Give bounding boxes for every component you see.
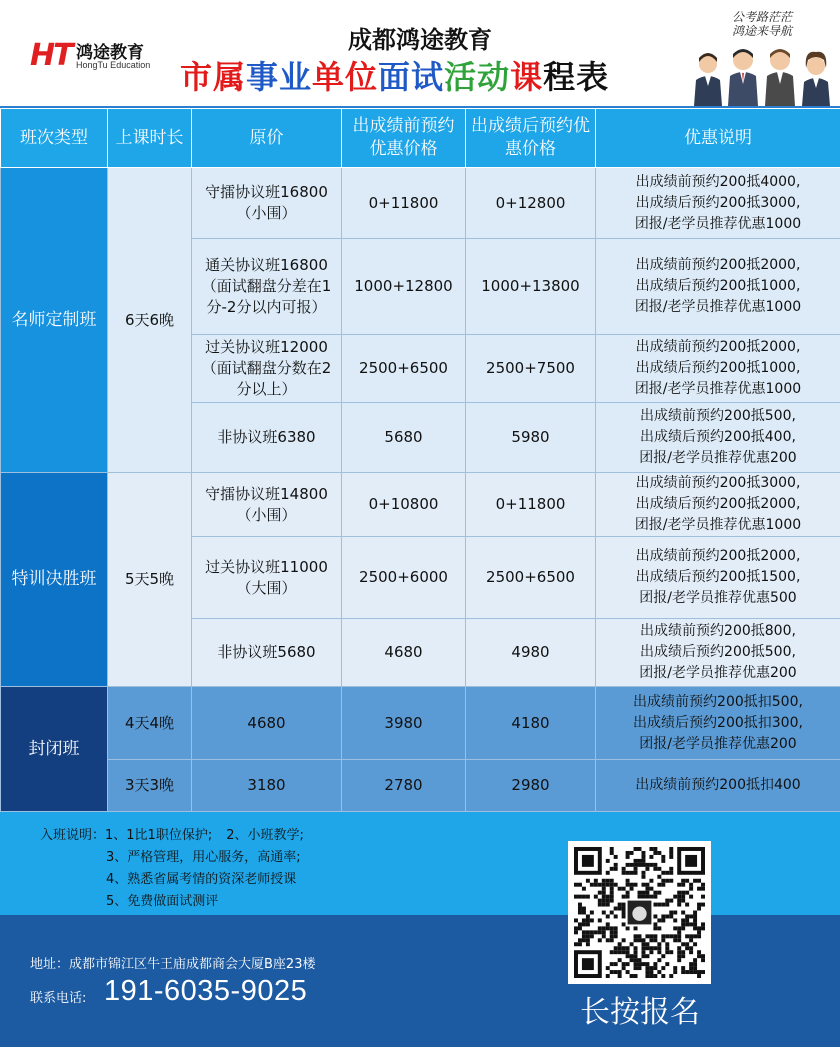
- column-header: 出成绩后预约优惠价格: [466, 109, 596, 168]
- discount-line: 团报/老学员推荐优惠1000: [634, 215, 802, 232]
- price-cell: 非协议班5680: [192, 619, 342, 687]
- before-price-cell: 3980: [342, 687, 466, 760]
- company-name: 成都鸿途教育: [348, 26, 492, 54]
- notes-item: 2、小班教学;: [226, 828, 304, 843]
- category-cell: 特训决胜班: [1, 473, 108, 687]
- notes-item: 5、免费做面试测评: [106, 894, 219, 909]
- column-header: 原价: [192, 109, 342, 168]
- price-text: 通关协议班16800（面试翻盘分差在1分-2分以内可报）: [201, 256, 332, 316]
- person-icon: [728, 49, 758, 106]
- logo-subtitle: HongTu Education: [76, 60, 151, 70]
- price-cell: 过关协议班12000（面试翻盘分数在2分以上）: [192, 335, 342, 403]
- before-price-cell: 5680: [342, 403, 466, 473]
- discount-line: 出成绩前预约200抵3000,: [635, 475, 801, 491]
- discount-cell: [596, 403, 840, 473]
- slogan-line: 鸿途来导航: [731, 24, 792, 38]
- discount-cell: [596, 335, 840, 403]
- category-cell: 封闭班: [1, 687, 108, 812]
- discount-line: 出成绩后预约200抵2000,: [635, 496, 801, 512]
- person-icon: [765, 49, 795, 106]
- table-row: [1, 168, 840, 239]
- discount-line: 出成绩后预约200抵1000,: [635, 360, 801, 376]
- notes-item: 1、1比1职位保护;: [105, 828, 213, 843]
- before-price-cell: 0+10800: [342, 473, 466, 537]
- discount-cell: [596, 760, 840, 812]
- course-price-table: [0, 108, 840, 812]
- duration-cell: 6天6晚: [108, 168, 192, 473]
- discount-line: 出成绩前预约200抵2000,: [635, 257, 801, 273]
- discount-line: 出成绩前预约200抵扣500,: [633, 693, 803, 710]
- table-header-row: [1, 109, 840, 168]
- duration-cell: 4天4晚: [108, 687, 192, 760]
- notes-item: 4、熟悉省属考情的资深老师授课: [106, 872, 297, 887]
- title-part: 面试: [378, 58, 445, 96]
- price-cell: 非协议班6380: [192, 403, 342, 473]
- discount-line: 出成绩前预约200抵2000,: [635, 339, 801, 355]
- discount-line: 团报/老学员推荐优惠200: [639, 665, 797, 681]
- discount-line: 出成绩后预约200抵400,: [640, 429, 796, 445]
- after-price-cell: 0+12800: [466, 168, 596, 239]
- phone-label: 联系电话:: [30, 991, 87, 1006]
- signup-cta[interactable]: 长按报名: [580, 995, 700, 1030]
- discount-cell: [596, 168, 840, 239]
- price-cell: 守擂协议班16800（小围）: [192, 168, 342, 239]
- table-row: [1, 687, 840, 760]
- person-icon: [802, 52, 830, 106]
- category-cell: 名师定制班: [1, 168, 108, 473]
- duration-cell: 3天3晚: [108, 760, 192, 812]
- discount-line: 出成绩前预约200抵500,: [640, 408, 796, 424]
- title-part: 课: [510, 58, 544, 96]
- column-header: 优惠说明: [596, 109, 840, 168]
- enrollment-notes: [0, 812, 840, 915]
- price-cell: 过关协议班11000（大围）: [192, 537, 342, 619]
- title-part: 事业: [246, 58, 313, 96]
- after-price-cell: 4980: [466, 619, 596, 687]
- before-price-cell: 0+11800: [342, 168, 466, 239]
- discount-line: 出成绩前预约200抵2000,: [635, 548, 801, 564]
- page-title: [180, 52, 609, 98]
- slogan: [722, 10, 802, 38]
- discount-line: 出成绩前预约200抵4000,: [635, 173, 801, 190]
- address-text: 地址：成都市锦江区牛王庙成都商会大厦B座23楼: [30, 957, 316, 972]
- table-row: [1, 473, 840, 537]
- discount-line: 团报/老学员推荐优惠1000: [634, 299, 802, 315]
- table-row: [1, 760, 840, 812]
- discount-line: 团报/老学员推荐优惠200: [639, 450, 797, 466]
- after-price-cell: 4180: [466, 687, 596, 760]
- discount-cell: [596, 239, 840, 335]
- logo-name: 鸿途教育: [76, 43, 144, 63]
- after-price-cell: 2980: [466, 760, 596, 812]
- before-price-cell: 2780: [342, 760, 466, 812]
- price-cell: [192, 239, 342, 335]
- after-price-cell: 2500+6500: [466, 537, 596, 619]
- discount-line: 出成绩后预约200抵1000,: [635, 278, 801, 294]
- discount-line: 出成绩后预约200抵3000,: [635, 194, 801, 211]
- discount-line: 团报/老学员推荐优惠1000: [634, 517, 802, 533]
- column-header: 班次类型: [1, 109, 108, 168]
- slogan-line: 公考路茫茫: [731, 10, 792, 24]
- notes-item: 3、严格管理，用心服务，高通率;: [106, 850, 301, 865]
- discount-line: 团报/老学员推荐优惠1000: [634, 381, 802, 397]
- qr-code[interactable]: [568, 841, 711, 984]
- before-price-cell: 1000+12800: [342, 239, 466, 335]
- qr-code-icon: [574, 847, 705, 978]
- person-icon: [694, 53, 722, 106]
- page-header: [0, 0, 840, 108]
- discount-line: 出成绩后预约200抵500,: [640, 644, 796, 660]
- discount-line: 团报/老学员推荐优惠500: [639, 590, 797, 606]
- price-cell: 守擂协议班14800（小围）: [192, 473, 342, 537]
- price-cell: 4680: [192, 687, 342, 760]
- discount-line: 团报/老学员推荐优惠200: [639, 735, 797, 752]
- discount-cell: [596, 537, 840, 619]
- title-part: 单位: [312, 58, 379, 96]
- price-cell: 3180: [192, 760, 342, 812]
- teachers-illustration: [688, 42, 838, 106]
- discount-line: 出成绩后预约200抵1500,: [635, 569, 801, 585]
- title-part: 市属: [180, 58, 247, 96]
- title-part: 程表: [543, 58, 610, 96]
- after-price-cell: 1000+13800: [466, 239, 596, 335]
- before-price-cell: 4680: [342, 619, 466, 687]
- notes-label: 入班说明：: [40, 828, 106, 843]
- duration-cell: 5天5晚: [108, 473, 192, 687]
- column-header: 上课时长: [108, 109, 192, 168]
- before-price-cell: 2500+6500: [342, 335, 466, 403]
- discount-line: 出成绩后预约200抵扣300,: [633, 714, 803, 731]
- title-part: 活动: [444, 58, 511, 96]
- logo-mark: HT: [30, 38, 72, 73]
- discount-cell: [596, 473, 840, 537]
- discount-line: 出成绩前预约200抵800,: [640, 623, 796, 639]
- after-price-cell: 2500+7500: [466, 335, 596, 403]
- after-price-cell: 5980: [466, 403, 596, 473]
- phone-number[interactable]: 191-6035-9025: [104, 975, 308, 1007]
- discount-line: 出成绩前预约200抵扣400: [635, 777, 801, 793]
- notes-line: [40, 824, 304, 843]
- column-header: 出成绩前预约优惠价格: [342, 109, 466, 168]
- before-price-cell: 2500+6000: [342, 537, 466, 619]
- discount-cell: [596, 687, 840, 760]
- after-price-cell: 0+11800: [466, 473, 596, 537]
- discount-cell: [596, 619, 840, 687]
